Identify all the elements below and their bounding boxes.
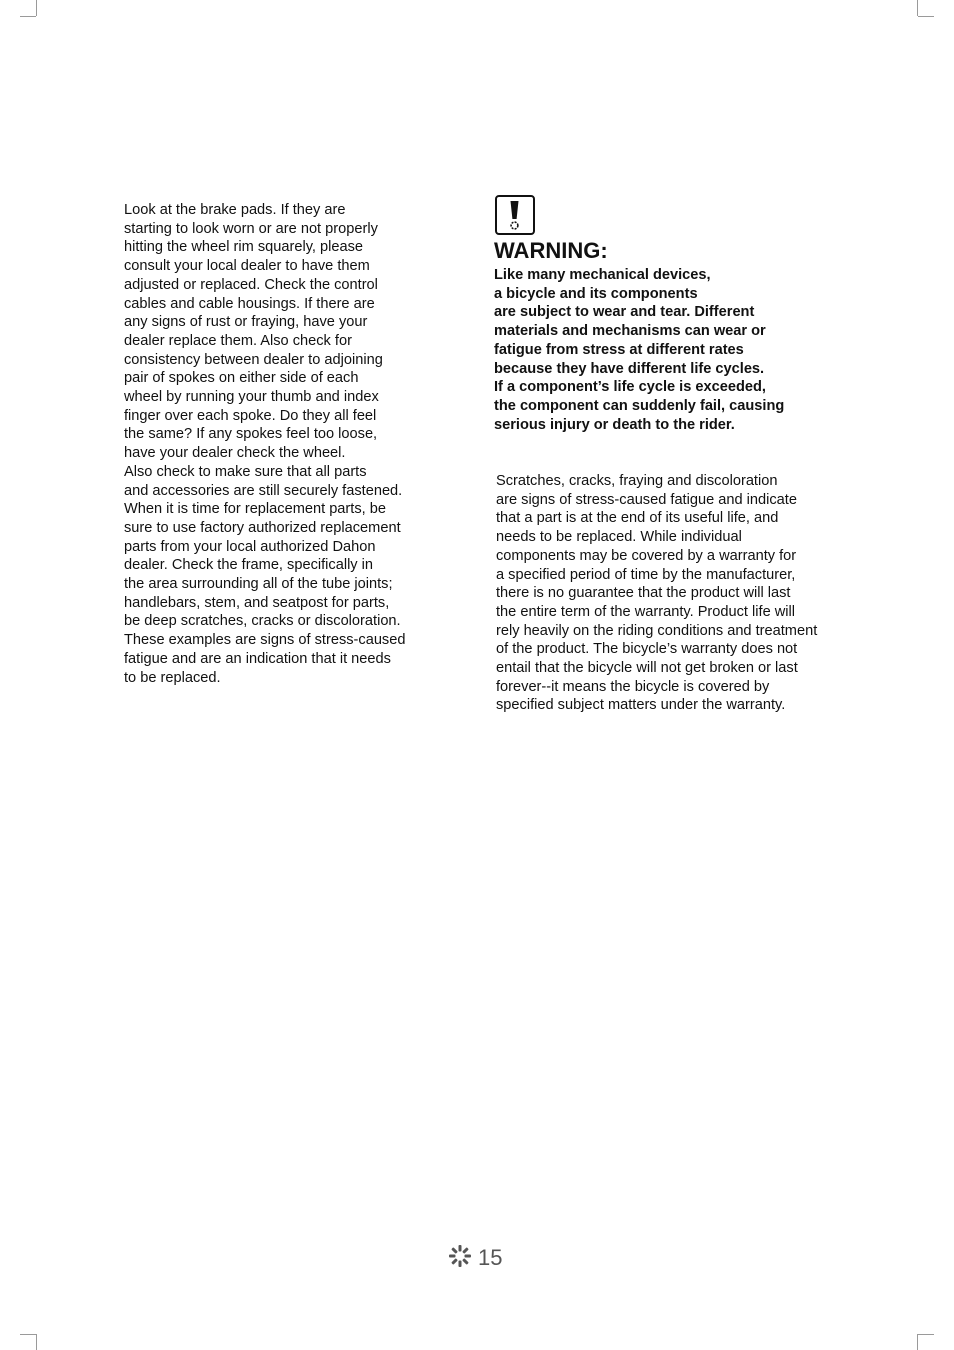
text-line: adjusted or replaced. Check the control (124, 276, 378, 293)
text-line: finger over each spoke. Do they all feel (124, 407, 377, 424)
text-line: any signs of rust or fraying, have your (124, 314, 368, 331)
warning-line: a bicycle and its components (494, 285, 698, 302)
text-line: and accessories are still securely fastened. (124, 482, 403, 499)
text-line: consult your local dealer to have them (124, 258, 370, 275)
text-line: of the product. The bicycle’s warranty does not (496, 641, 798, 658)
text-line: the same? If any spokes feel too loose, (124, 426, 378, 443)
text-line: sure to use factory authorized replacement (124, 519, 401, 536)
text-line: needs to be replaced. While individual (496, 529, 742, 546)
warning-box (494, 195, 844, 434)
exclamation-warning-icon (495, 195, 535, 235)
text-line: fatigue and are an indication that it needs (124, 650, 391, 667)
crop-mark (20, 16, 36, 17)
crop-mark (917, 1334, 918, 1350)
maintenance-paragraph (124, 201, 434, 687)
warning-line: because they have different life cycles. (494, 360, 765, 377)
crop-mark (917, 0, 918, 16)
warning-line: the component can suddenly fail, causing (494, 397, 785, 414)
text-line: are signs of stress-caused fatigue and indicate (496, 491, 797, 508)
crop-mark (918, 16, 934, 17)
text-line: forever--it means the bicycle is covered by (496, 678, 770, 695)
warning-line: If a component’s life cycle is exceeded, (494, 379, 766, 396)
warning-line: are subject to wear and tear. Different (494, 304, 755, 321)
text-line: pair of spokes on either side of each (124, 370, 359, 387)
text-line: Look at the brake pads. If they are (124, 202, 346, 218)
text-line: the entire term of the warranty. Product life will (496, 603, 796, 620)
text-line: dealer replace them. Also check for (124, 332, 352, 349)
text-line: starting to look worn or are not properly (124, 220, 378, 237)
text-line: handlebars, stem, and seatpost for parts, (124, 594, 390, 611)
text-line: a specified period of time by the manufacturer, (496, 566, 796, 583)
crop-mark (36, 1334, 37, 1350)
text-line: Scratches, cracks, fraying and discoloration (496, 473, 778, 489)
text-line: that a part is at the end of its useful life, and (496, 510, 779, 527)
warning-line: serious injury or death to the rider. (494, 416, 735, 433)
warning-line: Like many mechanical devices, (494, 267, 711, 283)
text-line: entail that the bicycle will not get broken or last (496, 660, 798, 677)
warning-title: WARNING: (494, 238, 608, 263)
warning-text (494, 266, 844, 434)
text-line: the area surrounding all of the tube joints; (124, 576, 393, 593)
page-footer (448, 1243, 502, 1273)
text-line: to be replaced. (124, 669, 221, 686)
crop-mark (36, 0, 37, 16)
text-line: specified subject matters under the warranty. (496, 697, 786, 714)
page-number: 15 (478, 1245, 503, 1270)
text-line: have your dealer check the wheel. (124, 445, 346, 462)
text-line: Also check to make sure that all parts (124, 463, 367, 480)
warning-line: materials and mechanisms can wear or (494, 323, 766, 340)
text-line: there is no guarantee that the product will last (496, 585, 791, 602)
fatigue-paragraph (496, 472, 846, 715)
text-line: These examples are signs of stress-caused (124, 632, 406, 649)
text-line: parts from your local authorized Dahon (124, 538, 376, 555)
text-line: hitting the wheel rim squarely, please (124, 239, 364, 256)
text-line: When it is time for replacement parts, be (124, 501, 386, 518)
crop-mark (20, 1334, 36, 1335)
text-line: wheel by running your thumb and index (124, 389, 379, 406)
text-line: components may be covered by a warranty for (496, 547, 797, 564)
text-line: be deep scratches, cracks or discoloration. (124, 613, 401, 630)
warning-line: fatigue from stress at different rates (494, 341, 744, 358)
text-line: dealer. Check the frame, specifically in (124, 557, 374, 574)
text-line: consistency between dealer to adjoining (124, 351, 383, 368)
dahon-logo-icon (448, 1244, 472, 1273)
crop-mark (918, 1334, 934, 1335)
text-line: cables and cable housings. If there are (124, 295, 375, 312)
text-line: rely heavily on the riding conditions and treatment (496, 622, 818, 639)
